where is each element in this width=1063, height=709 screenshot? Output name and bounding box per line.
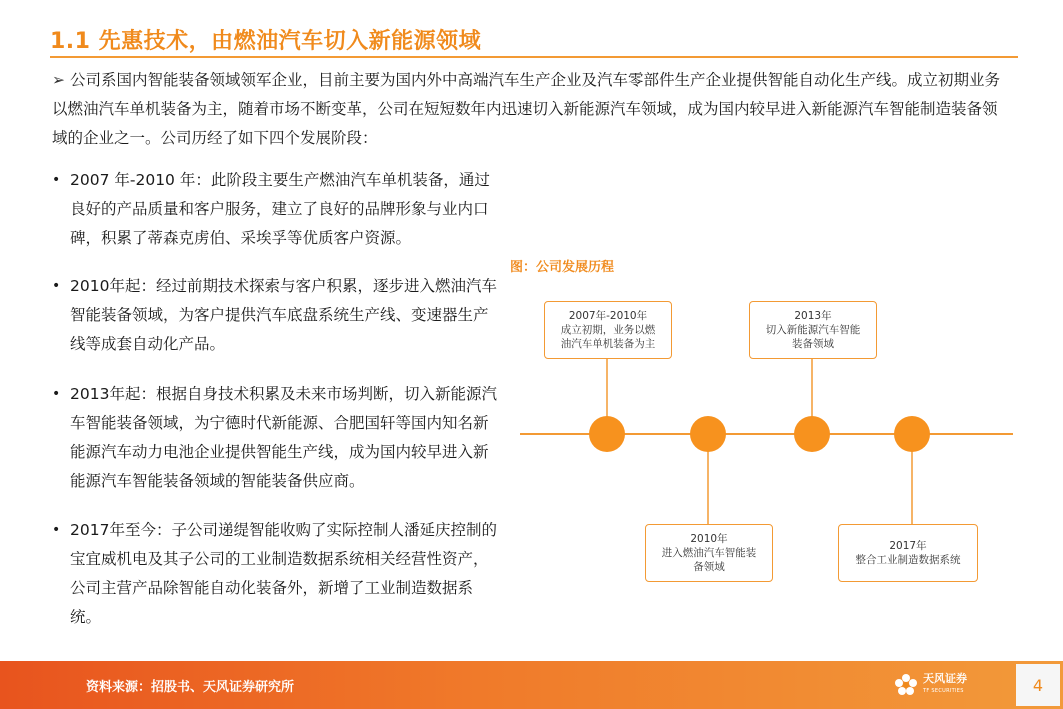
event-year: 2013年 <box>794 310 832 322</box>
event-desc: 整合工业制造数据系统 <box>855 554 961 566</box>
arrow-bullet-icon: ➢ <box>52 71 65 89</box>
timeline-node <box>589 416 625 452</box>
intro-text: 公司系国内智能装备领域领军企业，目前主要为国内外中高端汽车生产企业及汽车零部件生产企业提供智能自动化生产线。成立初期业务以燃油汽车单机装备为主，随着市场不断变革，公司在短短数年内迅速切入新能源汽车领域，成为国内较早进入新能源汽车智能制造装备领域的企业之一。公司历经了如下四个发展阶段： <box>52 71 1001 147</box>
event-year: 2017年 <box>889 540 927 552</box>
list-item <box>52 272 502 359</box>
event-desc: 切入新能源汽车智能 <box>765 324 861 336</box>
list-item <box>52 380 502 496</box>
bullet-dot-icon: • <box>52 386 61 402</box>
event-year: 2007年-2010年 <box>568 310 648 322</box>
figure-caption: 图：公司发展历程 <box>510 260 615 275</box>
list-item <box>52 166 502 253</box>
event-desc: 进入燃油汽车智能装 <box>661 547 757 559</box>
company-logo <box>893 670 993 700</box>
list-item-text: 2017年至今：子公司递缇智能收购了实际控制人潘延庆控制的宝宜威机电及其子公司的工业制造数据系统相关经营性资产，公司主营产品除智能自动化装备外，新增了工业制造数据系统。 <box>70 521 497 626</box>
flower-logo-icon <box>893 672 919 698</box>
timeline-event-2013 <box>749 301 877 359</box>
source-note: 资料来源：招股书、天风证券研究所 <box>86 680 295 695</box>
page-title: 1.1 先惠技术，由燃油汽车切入新能源领域 <box>50 29 482 54</box>
timeline-event-2017 <box>838 524 978 582</box>
timeline-node <box>894 416 930 452</box>
title-divider <box>50 56 1018 58</box>
event-desc: 装备领域 <box>792 338 834 350</box>
event-desc: 成立初期，业务以燃 <box>560 324 656 336</box>
page-number: 4 <box>1032 676 1044 695</box>
bullet-dot-icon: • <box>52 172 61 188</box>
event-year: 2010年 <box>690 533 728 545</box>
timeline-event-2007 <box>544 301 672 359</box>
timeline-node <box>690 416 726 452</box>
bullet-dot-icon: • <box>52 278 61 294</box>
timeline-node <box>794 416 830 452</box>
list-item-text: 2007 年-2010 年：此阶段主要生产燃油汽车单机装备，通过良好的产品质量和客户服务，建立了良好的品牌形象与业内口碑，积累了蒂森克虏伯、采埃孚等优质客户资源。 <box>70 171 490 247</box>
list-item <box>52 516 502 632</box>
event-desc: 备领域 <box>693 561 725 573</box>
event-desc: 油汽车单机装备为主 <box>560 338 656 350</box>
list-item-text: 2013年起：根据自身技术积累及未来市场判断，切入新能源汽车智能装备领域，为宁德时代新能源、合肥国轩等国内知名新能源汽车动力电池企业提供智能生产线，成为国内较早进入新能源汽车智能装备领域的智能装备供应商。 <box>70 385 497 490</box>
logo-name: 天风证券 <box>923 672 967 685</box>
timeline-event-2010 <box>645 524 773 582</box>
logo-subtitle: TF SECURITIES <box>923 688 964 694</box>
logo-text <box>923 672 967 698</box>
list-item-text: 2010年起：经过前期技术探索与客户积累，逐步进入燃油汽车智能装备领域，为客户提供汽车底盘系统生产线、变速器生产线等成套自动化产品。 <box>70 277 497 353</box>
bullet-dot-icon: • <box>52 522 61 538</box>
intro-paragraph <box>52 66 1002 153</box>
